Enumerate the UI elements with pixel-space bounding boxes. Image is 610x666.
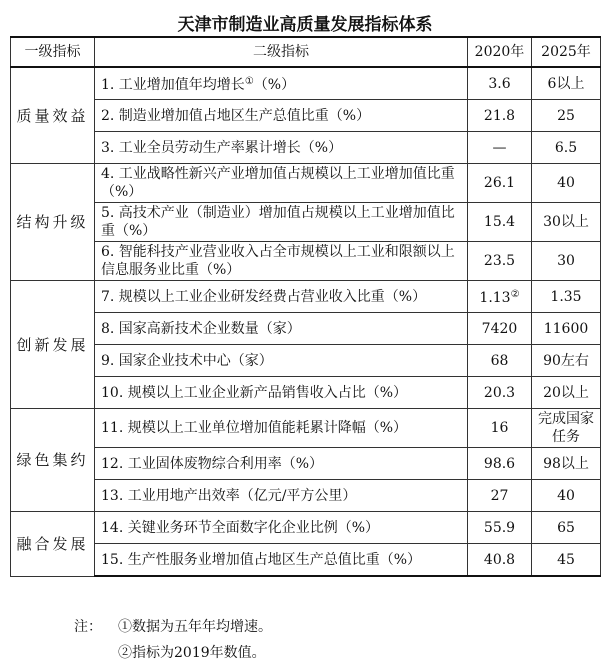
- value-2025: 25: [532, 100, 601, 132]
- value-2025: 65: [532, 512, 601, 544]
- value-2020: 23.5: [468, 242, 532, 281]
- value-2025: 完成国家任务: [532, 409, 601, 448]
- indicator-table: [10, 36, 601, 577]
- table-row: [11, 448, 601, 480]
- footnote-line: [74, 640, 272, 666]
- value-2025: 20以上: [532, 377, 601, 409]
- table-row: [11, 377, 601, 409]
- indicator-cell: [95, 67, 468, 100]
- indicator-cell: 6. 智能科技产业营业收入占全市规模以上工业和限额以上信息服务业比重（%）: [95, 242, 468, 281]
- value-2020: 26.1: [468, 164, 532, 203]
- value-2025: 1.35: [532, 281, 601, 313]
- indicator-cell: 11. 规模以上工业单位增加值能耗累计降幅（%）: [95, 409, 468, 448]
- table-row: [11, 67, 601, 100]
- value-2025: 30: [532, 242, 601, 281]
- value-text: 1.13: [479, 290, 511, 306]
- value-2025: 45: [532, 544, 601, 577]
- footnote-text: ②指标为2019年数值。: [118, 645, 266, 661]
- category-innovation: 创新发展: [11, 281, 95, 409]
- category-quality: 质量效益: [11, 67, 95, 164]
- value-2020: —: [468, 132, 532, 164]
- header-row: [11, 37, 601, 67]
- indicator-cell: 8. 国家高新技术企业数量（家）: [95, 313, 468, 345]
- indicator-text: 1. 工业增加值年均增长: [101, 77, 245, 93]
- indicator-cell: 9. 国家企业技术中心（家）: [95, 345, 468, 377]
- indicator-cell: 12. 工业固体废物综合利用率（%）: [95, 448, 468, 480]
- indicator-cell: 10. 规模以上工业企业新产品销售收入占比（%）: [95, 377, 468, 409]
- value-2020: 20.3: [468, 377, 532, 409]
- value-2020: 98.6: [468, 448, 532, 480]
- table-row: [11, 512, 601, 544]
- value-2020: 16: [468, 409, 532, 448]
- table-row: [11, 544, 601, 577]
- header-2025: 2025年: [532, 37, 601, 67]
- value-2020: 7420: [468, 313, 532, 345]
- header-2020: 2020年: [468, 37, 532, 67]
- footnote-marker: ①: [244, 76, 254, 87]
- footnotes: [74, 614, 272, 666]
- table-row: [11, 164, 601, 203]
- value-2025: 40: [532, 480, 601, 512]
- table-row: [11, 480, 601, 512]
- value-2020: 27: [468, 480, 532, 512]
- footnote-marker: ②: [510, 289, 520, 300]
- indicator-unit: （%）: [253, 77, 296, 93]
- indicator-cell: 14. 关键业务环节全面数字化企业比例（%）: [95, 512, 468, 544]
- value-2025: 40: [532, 164, 601, 203]
- indicator-cell: 13. 工业用地产出效率（亿元/平方公里）: [95, 480, 468, 512]
- table-row: [11, 345, 601, 377]
- table-row: [11, 281, 601, 313]
- value-2020: 15.4: [468, 203, 532, 242]
- category-structure: 结构升级: [11, 164, 95, 281]
- value-2020: 3.6: [468, 67, 532, 100]
- value-2025: 11600: [532, 313, 601, 345]
- value-2020: 40.8: [468, 544, 532, 577]
- indicator-cell: 7. 规模以上工业企业研发经费占营业收入比重（%）: [95, 281, 468, 313]
- table-row: [11, 242, 601, 281]
- header-level1: 一级指标: [11, 37, 95, 67]
- value-2025: 30以上: [532, 203, 601, 242]
- indicator-cell: 3. 工业全员劳动生产率累计增长（%）: [95, 132, 468, 164]
- table-row: [11, 100, 601, 132]
- value-2020: 21.8: [468, 100, 532, 132]
- value-2025: 6以上: [532, 67, 601, 100]
- category-integration: 融合发展: [11, 512, 95, 577]
- value-2025: 98以上: [532, 448, 601, 480]
- table-title: 天津市制造业高质量发展指标体系: [177, 15, 433, 35]
- table-row: [11, 313, 601, 345]
- indicator-cell: 4. 工业战略性新兴产业增加值占规模以上工业增加值比重（%）: [95, 164, 468, 203]
- indicator-cell: 2. 制造业增加值占地区生产总值比重（%）: [95, 100, 468, 132]
- footnote-label: 注：: [74, 619, 102, 635]
- table-row: [11, 203, 601, 242]
- value-2025: 90左右: [532, 345, 601, 377]
- header-level2: 二级指标: [95, 37, 468, 67]
- indicator-cell: 5. 高技术产业（制造业）增加值占规模以上工业增加值比重（%）: [95, 203, 468, 242]
- value-2020: 55.9: [468, 512, 532, 544]
- category-green: 绿色集约: [11, 409, 95, 512]
- footnote-text: ①数据为五年年均增速。: [118, 619, 272, 635]
- value-2020: 68: [468, 345, 532, 377]
- value-2025: 6.5: [532, 132, 601, 164]
- table-row: [11, 409, 601, 448]
- footnote-line: [74, 614, 272, 640]
- indicator-cell: 15. 生产性服务业增加值占地区生产总值比重（%）: [95, 544, 468, 577]
- value-2020: [468, 281, 532, 313]
- table-row: [11, 132, 601, 164]
